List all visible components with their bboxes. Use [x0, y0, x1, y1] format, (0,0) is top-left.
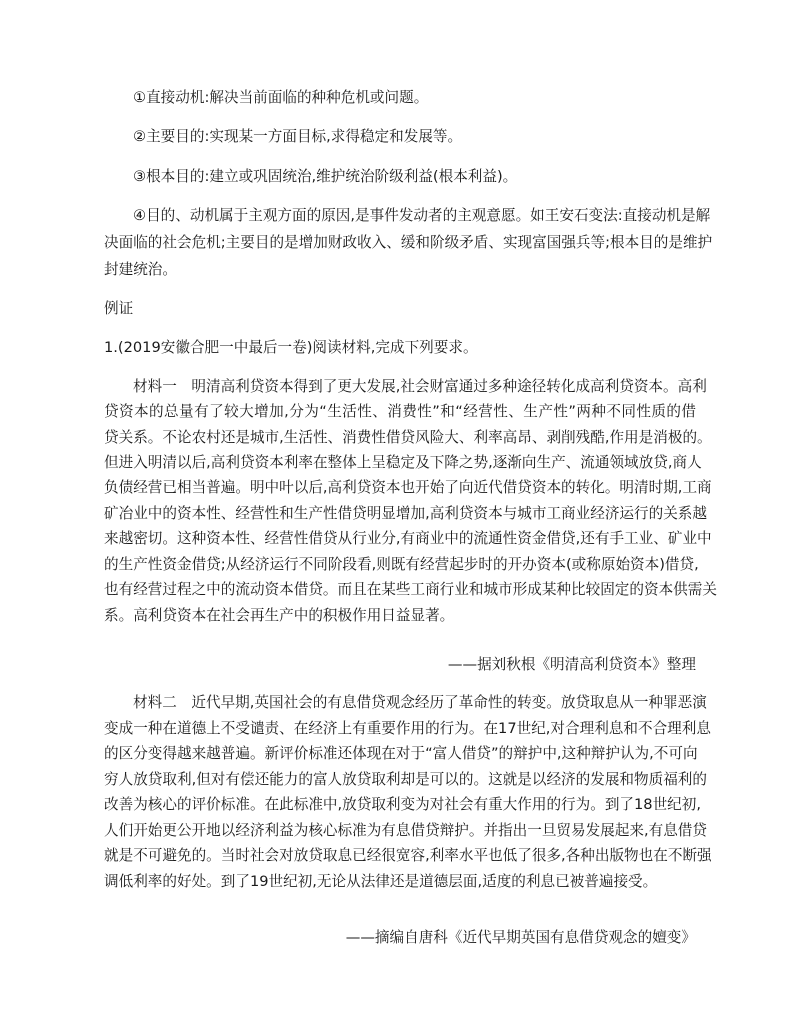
text-line: ①直接动机:解决当前面临的种种危机或问题。 [133, 89, 429, 106]
text-line: 贷关系。不论农村还是城市,生活性、消费性借贷风险大、利率高昂、剥削残酷,作用是消极的。 [104, 429, 712, 446]
text-line: 矿冶业中的资本性、经营性和生产性借贷明显增加,高利贷资本与城市工商业经济运行的关系越 [104, 505, 707, 522]
text-line: 1.(2019安徽合肥一中最后一卷)阅读材料,完成下列要求。 [104, 339, 478, 356]
text-line: 决面临的社会危机;主要目的是增加财政收入、缓和阶级矛盾、实现富国强兵等;根本目的是维护 [104, 234, 713, 251]
text-line: ③根本目的:建立或巩固统治,维护统治阶级利益(根本利益)。 [133, 168, 518, 185]
text-line: 穷人放贷取利,但对有偿还能力的富人放贷取利却是可以的。这就是以经济的发展和物质福利的 [104, 771, 707, 788]
text-line: ——摘编自唐科《近代早期英国有息借贷观念的嬗变》 [345, 929, 696, 946]
text-line: 材料一 明清高利贷资本得到了更大发展,社会财富通过多种途径转化成高利贷资本。高利 [133, 378, 707, 395]
text-line: 人们开始更公开地以经济利益为核心标准为有息借贷辩护。并指出一旦贸易发展起来,有息借贷 [104, 822, 707, 839]
text-line: 也有经营过程之中的流动资本借贷。而且在某些工商行业和城市形成某种比较固定的资本供需关 [104, 581, 717, 598]
text-line: 系。高利贷资本在社会再生产中的积极作用日益显著。 [104, 607, 455, 624]
text-line: 调低利率的好处。到了19世纪初,无论从法律还是道德层面,适度的利息已被普遍接受。 [104, 873, 658, 890]
text-line: ④目的、动机属于主观方面的原因,是事件发动者的主观意愿。如王安石变法:直接动机是解 [133, 207, 711, 224]
text-line: 的区分变得越来越普遍。新评价标准还体现在对于“富人借贷”的辩护中,这种辩护认为,不可向 [104, 745, 698, 762]
text-line: 变成一种在道德上不受谴责、在经济上有重要作用的行为。在17世纪,对合理利息和不合理利息 [104, 720, 711, 737]
text-line: ②主要目的:实现某一方面目标,求得稳定和发展等。 [133, 128, 463, 145]
text-line: 改善为核心的评价标准。在此标准中,放贷取利变为对社会有重大作用的行为。到了18世纪初, [104, 796, 702, 813]
text-line: 就是不可避免的。当时社会对放贷取息已经很宽容,利率水平也低了很多,各种出版物也在不断强 [104, 847, 712, 864]
text-line: 负债经营已相当普遍。明中叶以后,高利贷资本也开始了向近代借贷资本的转化。明清时期,工商 [104, 479, 712, 496]
text-line: 的生产性资金借贷;从经济运行不同阶段看,则既有经营起步时的开办资本(或称原始资本)借贷, [104, 556, 699, 573]
text-line: 材料二 近代早期,英国社会的有息借贷观念经历了革命性的转变。放贷取息从一种罪恶演 [133, 694, 707, 711]
text-line: 来越密切。这种资本性、经营性借贷从行业分,有商业中的流通性资金借贷,还有手工业、矿业中 [104, 530, 712, 547]
text-line: 但进入明清以后,高利贷资本利率在整体上呈稳定及下降之势,逐渐向生产、流通领域放贷,商人 [104, 454, 702, 471]
text-line: 贷资本的总量有了较大增加,分为“生活性、消费性”和“经营性、生产性”两种不同性质的借 [104, 403, 696, 420]
text-line: ——据刘秋根《明清高利贷资本》整理 [447, 656, 696, 673]
text-line: 封建统治。 [104, 261, 177, 278]
text-line: 例证 [104, 300, 134, 317]
